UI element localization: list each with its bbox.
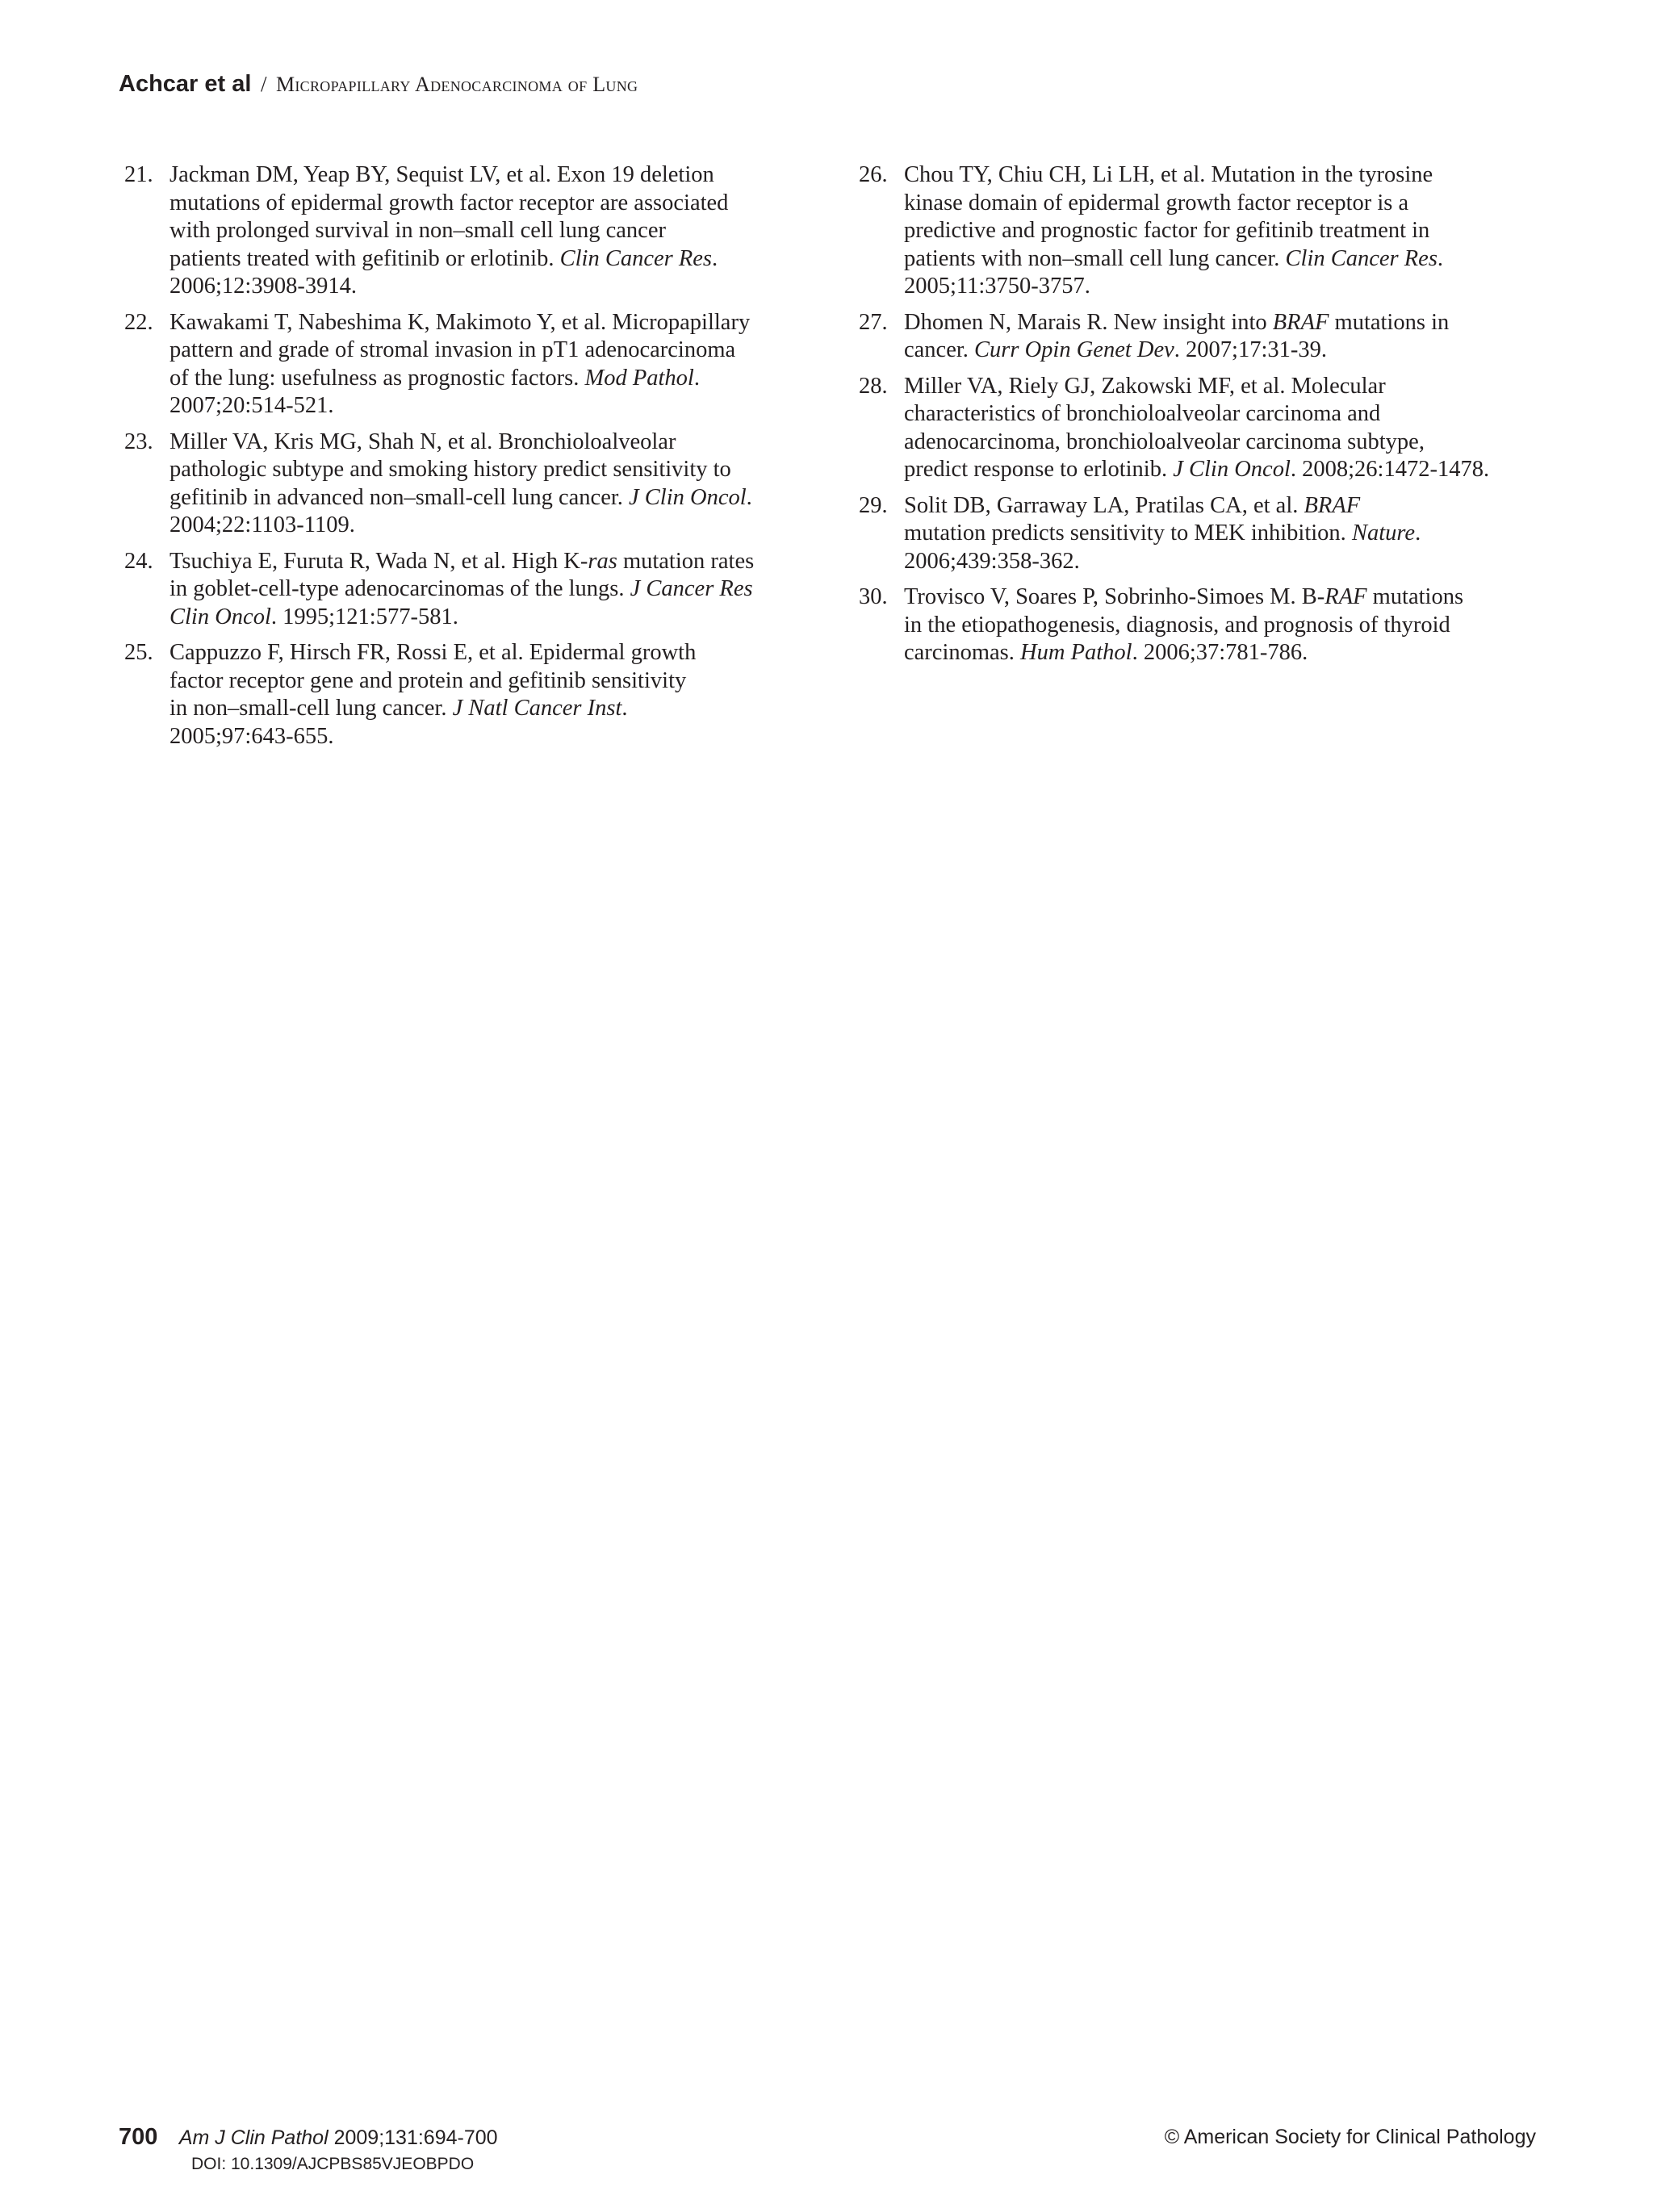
doi-text: DOI: 10.1309/AJCPBS85VJEOBPDO	[191, 2155, 475, 2173]
reference-number: 23.	[124, 429, 153, 454]
reference-line	[904, 492, 1550, 521]
reference-text: 2005;97:643-655.	[169, 723, 334, 749]
reference-italic-text: J Clin Oncol	[629, 484, 747, 510]
reference-text: with prolonged survival in non–small cell lung cancer	[169, 218, 666, 243]
reference-line	[904, 520, 1550, 548]
reference-text: patients with non–small cell lung cancer.	[904, 245, 1286, 271]
running-header	[119, 71, 638, 98]
reference-italic-text: BRAF	[1304, 492, 1361, 518]
reference-text: .	[712, 245, 718, 271]
reference-text: gefitinib in advanced non–small-cell lung cancer.	[169, 484, 630, 510]
reference-text: carcinomas.	[904, 640, 1021, 665]
reference-italic-text: J Cancer Res	[630, 576, 753, 601]
references-column-right	[856, 161, 1550, 675]
reference-item	[121, 161, 815, 301]
reference-item	[856, 373, 1550, 484]
reference-number: 24.	[124, 548, 153, 574]
reference-text: mutation predicts sensitivity to MEK inhibition.	[904, 521, 1352, 546]
reference-line	[169, 273, 815, 301]
reference-item	[856, 161, 1550, 301]
reference-text: factor receptor gene and protein and gefitinib sensitivity	[169, 667, 687, 693]
reference-number: 27.	[859, 309, 888, 335]
reference-text: Chou TY, Chiu CH, Li LH, et al. Mutation in the tyrosine	[904, 162, 1433, 187]
reference-line	[904, 273, 1550, 301]
reference-item	[121, 429, 815, 540]
reference-number: 28.	[859, 373, 888, 399]
reference-line	[904, 639, 1550, 667]
copyright-notice: © American Society for Clinical Pathology	[1164, 2126, 1536, 2148]
running-header-authors: Achcar et al	[119, 71, 252, 97]
reference-item	[121, 548, 815, 632]
reference-text: 2006;12:3908-3914.	[169, 274, 357, 299]
reference-text: Jackman DM, Yeap BY, Sequist LV, et al. Exon 19 deletion	[169, 162, 714, 187]
reference-line	[904, 309, 1550, 337]
reference-line	[904, 190, 1550, 218]
reference-line	[169, 392, 815, 420]
reference-italic-text: Hum Pathol	[1020, 640, 1132, 665]
reference-line	[169, 337, 815, 365]
reference-line	[169, 309, 815, 337]
reference-item	[121, 639, 815, 751]
running-header-separator: /	[260, 72, 267, 96]
reference-text: in goblet-cell-type adenocarcinomas of the lungs.	[169, 576, 630, 601]
reference-text: patients treated with gefitinib or erlotinib.	[169, 245, 560, 271]
reference-line	[169, 575, 815, 604]
reference-line	[904, 161, 1550, 190]
reference-line	[904, 429, 1550, 457]
reference-text: Solit DB, Garraway LA, Pratilas CA, et al.	[904, 492, 1304, 518]
reference-number: 30.	[859, 584, 888, 609]
reference-italic-text: Curr Opin Genet Dev	[974, 337, 1174, 362]
reference-italic-text: Clin Oncol	[169, 604, 271, 629]
reference-number: 26.	[859, 162, 888, 187]
reference-text: Dhomen N, Marais R. New insight into	[904, 309, 1273, 335]
reference-text: 2004;22:1103-1109.	[169, 512, 355, 537]
reference-text: . 2007;17:31-39.	[1174, 337, 1327, 362]
reference-text: .	[693, 365, 700, 391]
reference-italic-text: RAF	[1324, 584, 1367, 609]
reference-number: 21.	[124, 162, 153, 187]
reference-line	[169, 667, 815, 696]
reference-text: .	[1437, 245, 1444, 271]
reference-line	[169, 484, 815, 512]
reference-item	[856, 583, 1550, 667]
reference-text: kinase domain of epidermal growth factor receptor is a	[904, 190, 1409, 215]
reference-text: . 2008;26:1472-1478.	[1290, 457, 1490, 482]
reference-line	[904, 217, 1550, 245]
journal-volume-pages: 2009;131:694-700	[333, 2126, 498, 2149]
reference-line	[169, 217, 815, 245]
reference-line	[169, 723, 815, 751]
reference-line	[904, 245, 1550, 274]
reference-text: Miller VA, Kris MG, Shah N, et al. Bronchioloalveolar	[169, 429, 676, 454]
reference-text: in non–small-cell lung cancer.	[169, 696, 453, 721]
reference-item	[121, 309, 815, 420]
reference-italic-text: J Natl Cancer Inst	[452, 696, 622, 721]
reference-text: 2007;20:514-521.	[169, 393, 334, 418]
reference-line	[169, 548, 815, 576]
journal-citation	[179, 2126, 498, 2149]
reference-number: 22.	[124, 309, 153, 335]
reference-text: . 1995;121:577-581.	[270, 604, 458, 629]
running-header-short-title: Micropapillary Adenocarcinoma of Lung	[275, 73, 638, 96]
reference-line	[169, 456, 815, 484]
reference-line	[904, 456, 1550, 484]
reference-line	[169, 604, 815, 632]
reference-line	[169, 695, 815, 723]
reference-text: cancer.	[904, 337, 975, 362]
reference-italic-text: Clin Cancer Res	[1285, 245, 1437, 271]
reference-text: . 2006;37:781-786.	[1132, 640, 1308, 665]
reference-text: Miller VA, Riely GJ, Zakowski MF, et al. Molecular	[904, 373, 1386, 399]
journal-name: Am J Clin Pathol	[178, 2126, 329, 2149]
reference-italic-text: BRAF	[1272, 309, 1329, 335]
reference-text: characteristics of bronchioloalveolar carcinoma and	[904, 401, 1381, 426]
reference-line	[169, 512, 815, 540]
reference-text: mutation rates	[617, 548, 755, 574]
references-column-left	[121, 161, 815, 759]
reference-line	[169, 365, 815, 393]
reference-italic-text: Nature	[1351, 521, 1416, 546]
reference-text: of the lung: usefulness as prognostic factors.	[169, 365, 585, 391]
reference-text: mutations	[1366, 584, 1464, 609]
reference-line	[169, 639, 815, 667]
reference-line	[169, 190, 815, 218]
reference-line	[904, 337, 1550, 365]
reference-text: Tsuchiya E, Furuta R, Wada N, et al. High K-	[169, 548, 588, 574]
reference-number: 25.	[124, 640, 153, 665]
reference-line	[169, 429, 815, 457]
footer-citation	[119, 2124, 498, 2151]
reference-text: .	[746, 484, 752, 510]
reference-text: adenocarcinoma, bronchioloalveolar carcinoma subtype,	[904, 429, 1425, 454]
reference-line	[904, 583, 1550, 612]
reference-text: mutations of epidermal growth factor receptor are associated	[169, 190, 729, 215]
reference-line	[904, 612, 1550, 640]
reference-italic-text: Mod Pathol	[584, 365, 694, 391]
reference-text: in the etiopathogenesis, diagnosis, and prognosis of thyroid	[904, 612, 1450, 638]
reference-text: Kawakami T, Nabeshima K, Makimoto Y, et al. Micropapillary	[169, 309, 751, 335]
reference-text: pathologic subtype and smoking history predict sensitivity to	[169, 457, 731, 482]
reference-text: predict response to erlotinib.	[904, 457, 1174, 482]
reference-italic-text: ras	[588, 548, 617, 574]
reference-number: 29.	[859, 492, 888, 518]
reference-text: 2006;439:358-362.	[904, 548, 1080, 574]
reference-item	[856, 309, 1550, 365]
reference-text: 2005;11:3750-3757.	[904, 274, 1090, 299]
reference-text: .	[1415, 521, 1421, 546]
reference-line	[169, 245, 815, 274]
reference-text: pattern and grade of stromal invasion in pT1 adenocarcinoma	[169, 337, 736, 362]
reference-italic-text: Clin Cancer Res	[559, 245, 712, 271]
reference-text: .	[621, 696, 628, 721]
reference-italic-text: J Clin Oncol	[1173, 457, 1291, 482]
reference-text: Trovisco V, Soares P, Sobrinho-Simoes M. B-	[904, 584, 1325, 609]
reference-line	[904, 548, 1550, 576]
page-number: 700	[119, 2124, 158, 2150]
reference-text: predictive and prognostic factor for gefitinib treatment in	[904, 218, 1430, 243]
reference-line	[904, 373, 1550, 401]
reference-line	[169, 161, 815, 190]
reference-text: Cappuzzo F, Hirsch FR, Rossi E, et al. Epidermal growth	[169, 640, 697, 665]
reference-item	[856, 492, 1550, 576]
reference-line	[904, 400, 1550, 429]
reference-text: mutations in	[1329, 309, 1450, 335]
